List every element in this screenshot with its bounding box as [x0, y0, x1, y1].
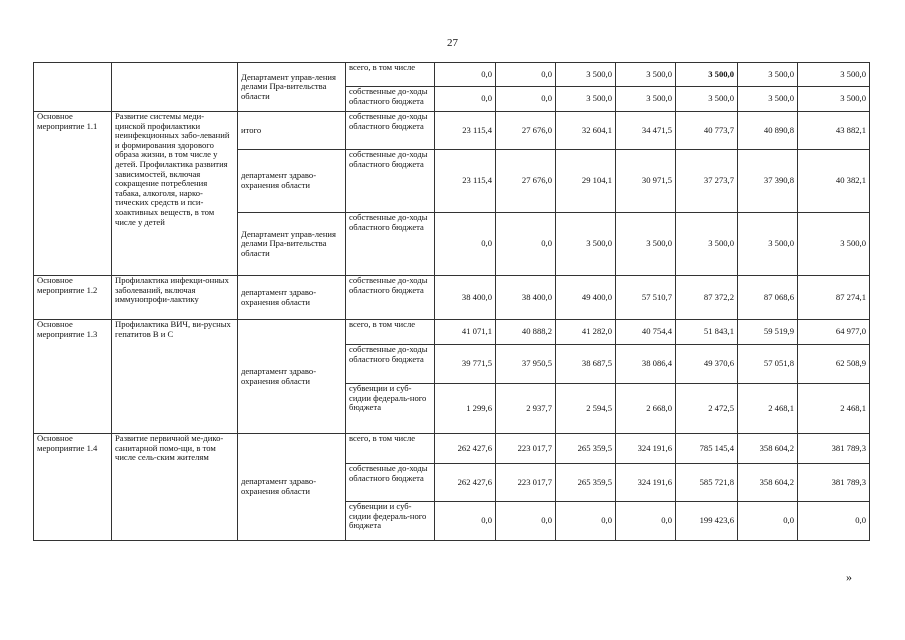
value-cell: 223 017,7: [496, 434, 556, 464]
value-cell: 62 508,9: [798, 345, 870, 384]
value-cell: 0,0: [435, 213, 496, 276]
value-cell: 23 115,4: [435, 150, 496, 213]
value-cell: 262 427,6: [435, 464, 496, 502]
value-cell: 2 472,5: [676, 384, 738, 434]
value-cell: 57 510,7: [616, 276, 676, 320]
value-cell: 40 754,4: [616, 320, 676, 345]
value-cell: 3 500,0: [556, 63, 616, 87]
value-cell: 29 104,1: [556, 150, 616, 213]
value-cell: 38 400,0: [496, 276, 556, 320]
table-row: [34, 276, 870, 320]
funding-source-cell: собственные до-ходы областного бюджета: [346, 213, 435, 276]
value-cell: 1 299,6: [435, 384, 496, 434]
value-cell: 262 427,6: [435, 434, 496, 464]
value-cell: 358 604,2: [738, 464, 798, 502]
value-cell: 23 115,4: [435, 112, 496, 150]
table-row: [34, 63, 870, 87]
value-cell: 0,0: [496, 213, 556, 276]
value-cell: 785 145,4: [676, 434, 738, 464]
value-cell: 41 282,0: [556, 320, 616, 345]
value-cell: 3 500,0: [676, 213, 738, 276]
value-cell: 40 382,1: [798, 150, 870, 213]
funding-source-cell: собственные до-ходы областного бюджета: [346, 345, 435, 384]
value-cell: 0,0: [496, 502, 556, 541]
value-cell: 43 882,1: [798, 112, 870, 150]
value-cell: 3 500,0: [556, 213, 616, 276]
value-cell: 49 370,6: [676, 345, 738, 384]
value-cell: 2 668,0: [616, 384, 676, 434]
table-row: [34, 434, 870, 464]
value-cell: 39 771,5: [435, 345, 496, 384]
activity-name-cell: Развитие первичной ме-дико-санитарной помо-щи, в том числе сель-ским жителям: [112, 434, 238, 541]
value-cell: 0,0: [435, 502, 496, 541]
activity-code-cell: [34, 63, 112, 112]
activity-code-cell: Основное мероприятие 1.2: [34, 276, 112, 320]
value-cell: 87 068,6: [738, 276, 798, 320]
value-cell: 3 500,0: [738, 63, 798, 87]
executor-cell: Департамент управ-ления делами Пра-вительства области: [238, 213, 346, 276]
value-cell: 87 372,2: [676, 276, 738, 320]
funding-source-cell: всего, в том числе: [346, 434, 435, 464]
funding-source-cell: всего, в том числе: [346, 320, 435, 345]
value-cell: 2 937,7: [496, 384, 556, 434]
value-cell: 3 500,0: [616, 87, 676, 112]
funding-source-cell: собственные до-ходы областного бюджета: [346, 464, 435, 502]
value-cell: 3 500,0: [798, 213, 870, 276]
value-cell: 0,0: [435, 87, 496, 112]
value-cell: 27 676,0: [496, 112, 556, 150]
activity-code-cell: Основное мероприятие 1.1: [34, 112, 112, 276]
value-cell: 2 468,1: [798, 384, 870, 434]
value-cell: 381 789,3: [798, 434, 870, 464]
value-cell: 3 500,0: [738, 87, 798, 112]
value-cell: 0,0: [496, 63, 556, 87]
activity-name-cell: [112, 63, 238, 112]
value-cell: 30 971,5: [616, 150, 676, 213]
executor-cell: Департамент управ-ления делами Пра-вительства области: [238, 63, 346, 112]
value-cell: 3 500,0: [676, 87, 738, 112]
budget-table: [33, 62, 870, 541]
value-cell: 223 017,7: [496, 464, 556, 502]
funding-source-cell: собственные до-ходы областного бюджета: [346, 150, 435, 213]
page-number: 27: [447, 37, 458, 49]
value-cell: 585 721,8: [676, 464, 738, 502]
value-cell: 32 604,1: [556, 112, 616, 150]
closing-quote: »: [846, 570, 852, 584]
value-cell: 87 274,1: [798, 276, 870, 320]
value-cell: 40 773,7: [676, 112, 738, 150]
value-cell: 34 471,5: [616, 112, 676, 150]
value-cell: 40 888,2: [496, 320, 556, 345]
value-cell: 3 500,0: [738, 213, 798, 276]
value-cell: 199 423,6: [676, 502, 738, 541]
value-cell: 57 051,8: [738, 345, 798, 384]
funding-source-cell: всего, в том числе: [346, 63, 435, 87]
value-cell: 59 519,9: [738, 320, 798, 345]
funding-source-cell: субвенции и суб-сидии федераль-ного бюджета: [346, 384, 435, 434]
value-cell: 37 950,5: [496, 345, 556, 384]
value-cell: 3 500,0: [676, 63, 738, 87]
value-cell: 2 594,5: [556, 384, 616, 434]
value-cell: 38 086,4: [616, 345, 676, 384]
value-cell: 265 359,5: [556, 464, 616, 502]
value-cell: 324 191,6: [616, 464, 676, 502]
value-cell: 51 843,1: [676, 320, 738, 345]
value-cell: 38 400,0: [435, 276, 496, 320]
value-cell: 2 468,1: [738, 384, 798, 434]
value-cell: 41 071,1: [435, 320, 496, 345]
value-cell: 49 400,0: [556, 276, 616, 320]
table-row: [34, 112, 870, 150]
value-cell: 324 191,6: [616, 434, 676, 464]
executor-cell: департамент здраво-охранения области: [238, 150, 346, 213]
value-cell: 37 273,7: [676, 150, 738, 213]
value-cell: 0,0: [738, 502, 798, 541]
value-cell: 0,0: [616, 502, 676, 541]
value-cell: 37 390,8: [738, 150, 798, 213]
funding-source-cell: собственные до-ходы областного бюджета: [346, 276, 435, 320]
value-cell: 0,0: [435, 63, 496, 87]
value-cell: 381 789,3: [798, 464, 870, 502]
value-cell: 3 500,0: [798, 87, 870, 112]
activity-name-cell: Развитие системы меди-цинской профилактики неинфекционных забо-леваний и формирования здорового образа жизни, в том числе у детей. Профилактика развития зависимостей, включая сокращение потребления табака, алкоголя, нарко-тических средств и пси-хоактивных веществ, в том числе у детей: [112, 112, 238, 276]
value-cell: 358 604,2: [738, 434, 798, 464]
value-cell: 3 500,0: [616, 213, 676, 276]
value-cell: 0,0: [496, 87, 556, 112]
value-cell: 3 500,0: [616, 63, 676, 87]
funding-source-cell: субвенции и суб-сидии федераль-ного бюджета: [346, 502, 435, 541]
executor-cell: итого: [238, 112, 346, 150]
funding-source-cell: собственные до-ходы областного бюджета: [346, 112, 435, 150]
value-cell: 3 500,0: [798, 63, 870, 87]
table-row: [34, 320, 870, 345]
value-cell: 38 687,5: [556, 345, 616, 384]
executor-cell: департамент здраво-охранения области: [238, 276, 346, 320]
activity-code-cell: Основное мероприятие 1.3: [34, 320, 112, 434]
value-cell: 3 500,0: [556, 87, 616, 112]
value-cell: 265 359,5: [556, 434, 616, 464]
activity-code-cell: Основное мероприятие 1.4: [34, 434, 112, 541]
value-cell: 0,0: [798, 502, 870, 541]
activity-name-cell: Профилактика ВИЧ, ви-русных гепатитов В и С: [112, 320, 238, 434]
value-cell: 0,0: [556, 502, 616, 541]
value-cell: 27 676,0: [496, 150, 556, 213]
executor-cell: департамент здраво-охранения области: [238, 320, 346, 434]
value-cell: 40 890,8: [738, 112, 798, 150]
executor-cell: департамент здраво-охранения области: [238, 434, 346, 541]
value-cell: 64 977,0: [798, 320, 870, 345]
funding-source-cell: собственные до-ходы областного бюджета: [346, 87, 435, 112]
activity-name-cell: Профилактика инфекци-онных заболеваний, включая иммунопрофи-лактику: [112, 276, 238, 320]
